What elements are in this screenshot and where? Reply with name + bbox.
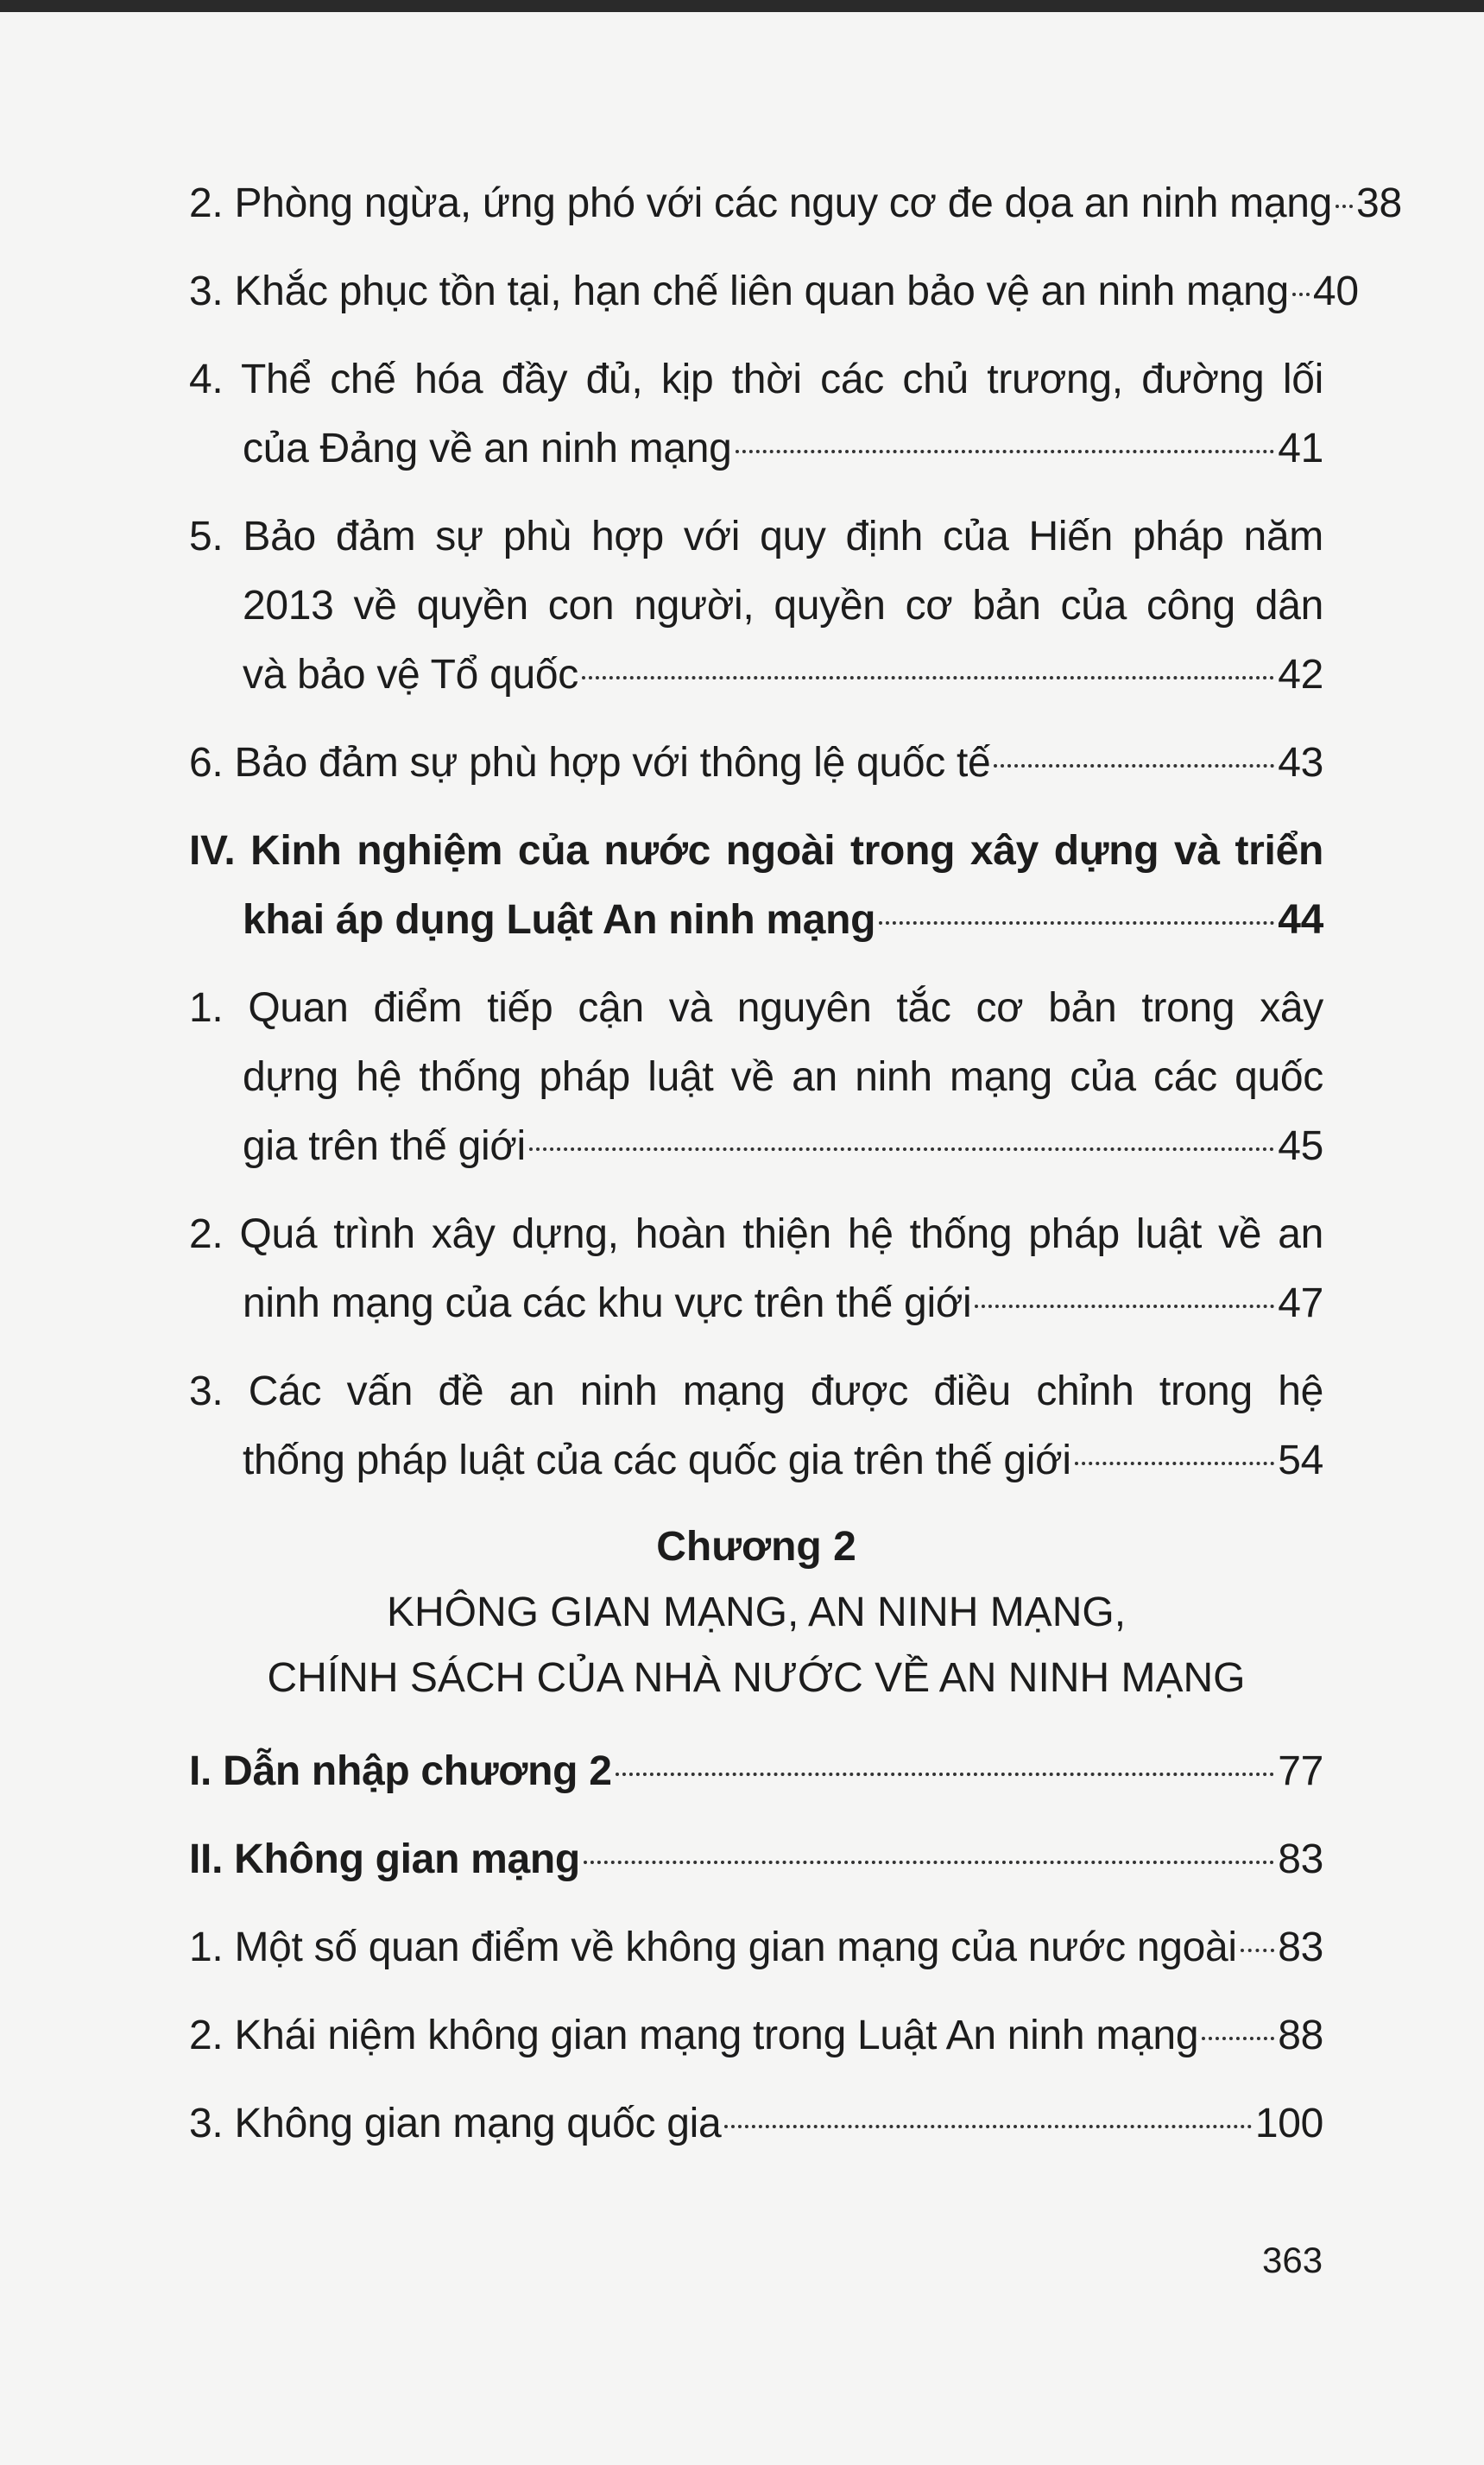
dot-leader <box>1075 1462 1275 1465</box>
dot-leader <box>1292 293 1310 296</box>
dot-leader <box>1336 205 1353 208</box>
toc-entry-text: 2. Khái niệm không gian mạng trong Luật An ninh mạng <box>189 2013 1199 2058</box>
table-of-contents <box>189 169 1402 2177</box>
toc-entry-text: ninh mạng của các khu vực trên thế giới <box>243 1280 972 1326</box>
toc-entry-text: 1. Một số quan điểm về không gian mạng của nước ngoài <box>189 1925 1237 1970</box>
toc-page-number: 77 <box>1278 1748 1323 1794</box>
toc-entry-text: IV. Kinh nghiệm của nước ngoài trong xây dựng và triển <box>189 828 1323 874</box>
toc-page-number: 83 <box>1278 1836 1323 1882</box>
toc-entry-text: 5. Bảo đảm sự phù hợp với quy định của Hiến pháp năm <box>189 514 1323 559</box>
dot-leader <box>736 450 1275 453</box>
toc-entry-text: II. Không gian mạng <box>189 1836 580 1882</box>
toc-entry <box>189 169 1402 238</box>
toc-entry-text: gia trên thế giới <box>243 1123 526 1169</box>
toc-page-number: 47 <box>1278 1280 1323 1326</box>
toc-entry-text: khai áp dụng Luật An ninh mạng <box>243 897 876 943</box>
toc-entry-text: của Đảng về an ninh mạng <box>243 426 732 471</box>
toc-entry-text: và bảo vệ Tổ quốc <box>243 652 578 698</box>
dot-leader <box>975 1305 1274 1308</box>
toc-page-number: 43 <box>1278 740 1323 786</box>
chapter-title-line: CHÍNH SÁCH CỦA NHÀ NƯỚC VỀ AN NINH MẠNG <box>267 1655 1246 1701</box>
dot-leader <box>584 1861 1274 1864</box>
dot-leader <box>724 2125 1251 2128</box>
chapter-label: Chương 2 <box>656 1524 856 1570</box>
toc-entry <box>189 345 1323 484</box>
chapter-heading <box>189 1514 1323 1711</box>
toc-entry-text: dựng hệ thống pháp luật về an ninh mạng của các quốc <box>243 1054 1323 1100</box>
page-top-edge <box>0 0 1484 12</box>
toc-entry <box>189 1357 1323 1495</box>
page-number: 363 <box>1262 2240 1323 2280</box>
toc-entry-text: 1. Quan điểm tiếp cận và nguyên tắc cơ bản trong xây <box>189 985 1323 1031</box>
toc-entry <box>189 502 1323 710</box>
toc-entry-text: 2013 về quyền con người, quyền cơ bản của công dân <box>243 583 1323 629</box>
toc-entry <box>189 2001 1323 2070</box>
toc-section-entry <box>189 817 1323 955</box>
toc-entry <box>189 1200 1323 1338</box>
toc-entry-text: 3. Các vấn đề an ninh mạng được điều chỉnh trong hệ <box>189 1368 1323 1414</box>
dot-leader <box>1241 1949 1274 1952</box>
toc-section-entry <box>189 1825 1323 1894</box>
toc-entry <box>189 2089 1323 2158</box>
dot-leader <box>1202 2037 1274 2040</box>
toc-page-number: 42 <box>1278 652 1323 698</box>
dot-leader <box>582 676 1274 679</box>
toc-section-entry <box>189 1737 1323 1806</box>
dot-leader <box>994 764 1274 768</box>
toc-entry-text: 2. Phòng ngừa, ứng phó với các nguy cơ đe dọa an ninh mạng <box>189 180 1333 226</box>
chapter-title-line: KHÔNG GIAN MẠNG, AN NINH MẠNG, <box>386 1590 1127 1635</box>
toc-page-number: 100 <box>1254 2101 1323 2146</box>
toc-page-number: 88 <box>1278 2013 1323 2058</box>
toc-entry-text: 6. Bảo đảm sự phù hợp với thông lệ quốc tế <box>189 740 991 786</box>
toc-entry-text: 4. Thể chế hóa đầy đủ, kịp thời các chủ trương, đường lối <box>189 357 1323 402</box>
toc-entry <box>189 257 1359 326</box>
toc-page-number: 40 <box>1312 269 1359 314</box>
toc-page-number: 54 <box>1278 1438 1323 1483</box>
toc-page-number: 38 <box>1356 180 1402 226</box>
toc-entry-text: 3. Không gian mạng quốc gia <box>189 2101 722 2146</box>
toc-page-number: 83 <box>1278 1925 1323 1970</box>
toc-entry-text: I. Dẫn nhập chương 2 <box>189 1748 612 1794</box>
toc-entry <box>189 974 1323 1181</box>
dot-leader <box>529 1147 1274 1151</box>
toc-page-number: 41 <box>1278 426 1323 471</box>
toc-entry <box>189 729 1323 798</box>
toc-entry-text: 2. Quá trình xây dựng, hoàn thiện hệ thống pháp luật về an <box>189 1211 1323 1257</box>
toc-entry-text: thống pháp luật của các quốc gia trên thế giới <box>243 1438 1071 1483</box>
toc-page-number: 44 <box>1278 897 1323 943</box>
toc-entry <box>189 1913 1323 1982</box>
toc-page-number: 45 <box>1278 1123 1323 1169</box>
dot-leader <box>879 921 1274 925</box>
toc-entry-text: 3. Khắc phục tồn tại, hạn chế liên quan bảo vệ an ninh mạng <box>189 269 1289 314</box>
dot-leader <box>616 1773 1275 1776</box>
